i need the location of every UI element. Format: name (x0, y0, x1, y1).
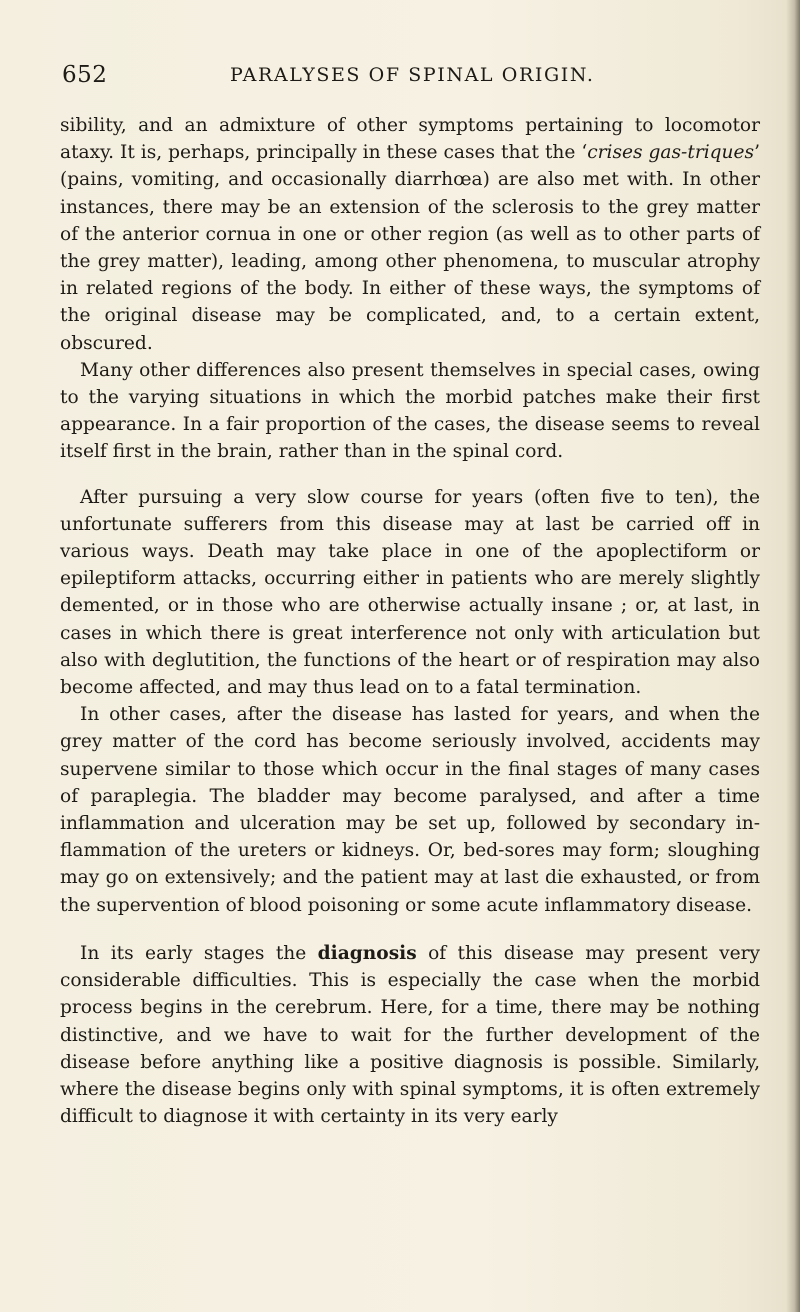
paragraph-5-start: In its early stages the (80, 942, 318, 964)
page-edge-shadow (786, 0, 800, 1312)
page-header (62, 62, 762, 98)
paragraph-2: Many other differences also present themselves in special cases, owing to the varying situations in which the morbid patches make their first appearance. In a fair proportion of the cases, the disease seems to reveal itself first in the brain, rather than in the spinal cord. (60, 359, 760, 463)
page-body (60, 112, 760, 1130)
paragraph-1-start: sibility, and an admixture of other symptoms pertaining to locomotor ataxy. It is, perhaps, principally in these cases that the ‘ (60, 115, 760, 164)
page-number: 652 (62, 62, 108, 88)
paragraph-gap (60, 919, 760, 940)
paragraph-gap (60, 466, 760, 484)
paragraph-1-end: ’ (pains, vomiting, and occasionally diarrhœa) are also met with. In other instances, there may be an extension of the sclerosis to the grey matter of the anterior cornua in one or other region (as well as to other parts of the grey matter), leading, among other phenomena, to muscular atrophy in related regions of the body. In either of these ways, the symptoms of the original disease may be complicated, and, to a certain extent, obscured. (60, 142, 760, 354)
paragraph-1 (60, 112, 760, 357)
paragraph-5 (60, 940, 760, 1130)
paragraph-1-italic-term: crises gas-triques (587, 142, 755, 164)
paragraph-5-end: of this disease may present very considerable difficulties. This is especially the case when the morbid process begins in the cerebrum. Here, for a time, there may be nothing distinctive, and we have to wait for the further development of the disease before anything like a positive diagnosis is possible. Similarly, where the disease begins only with spinal symptoms, it is often extremely difficult to diagnose it with certainty in its very early (60, 942, 760, 1128)
running-head: PARALYSES OF SPINAL ORIGIN. (230, 64, 595, 86)
paragraph-4: In other cases, after the disease has lasted for years, and when the grey matter of the cord has become seriously involved, accidents may supervene similar to those which occur in the final stages of many cases of paraplegia. The bladder may become paralysed, and after a time inflammation and ulceration may be set up, followed by secondary in-flammation of the ureters or kidneys. Or, bed-sores may form; sloughing may go on extensively; and the patient may at last die exhausted, or from the supervention of blood poisoning or some acute inflammatory disease. (60, 704, 760, 916)
paragraph-5-bold-term: diagnosis (317, 942, 417, 964)
paragraph-3: After pursuing a very slow course for years (often five to ten), the unfortunate sufferers from this disease may at last be carried off in various ways. Death may take place in one of the apoplectiform or epileptiform attacks, occurring either in patients who are merely slightly demented, or in those who are otherwise actually insane ; or, at last, in cases in which there is great interference not only with articulation but also with deglutition, the functions of the heart or of respiration may also become affected, and may thus lead on to a fatal termination. (60, 486, 760, 699)
